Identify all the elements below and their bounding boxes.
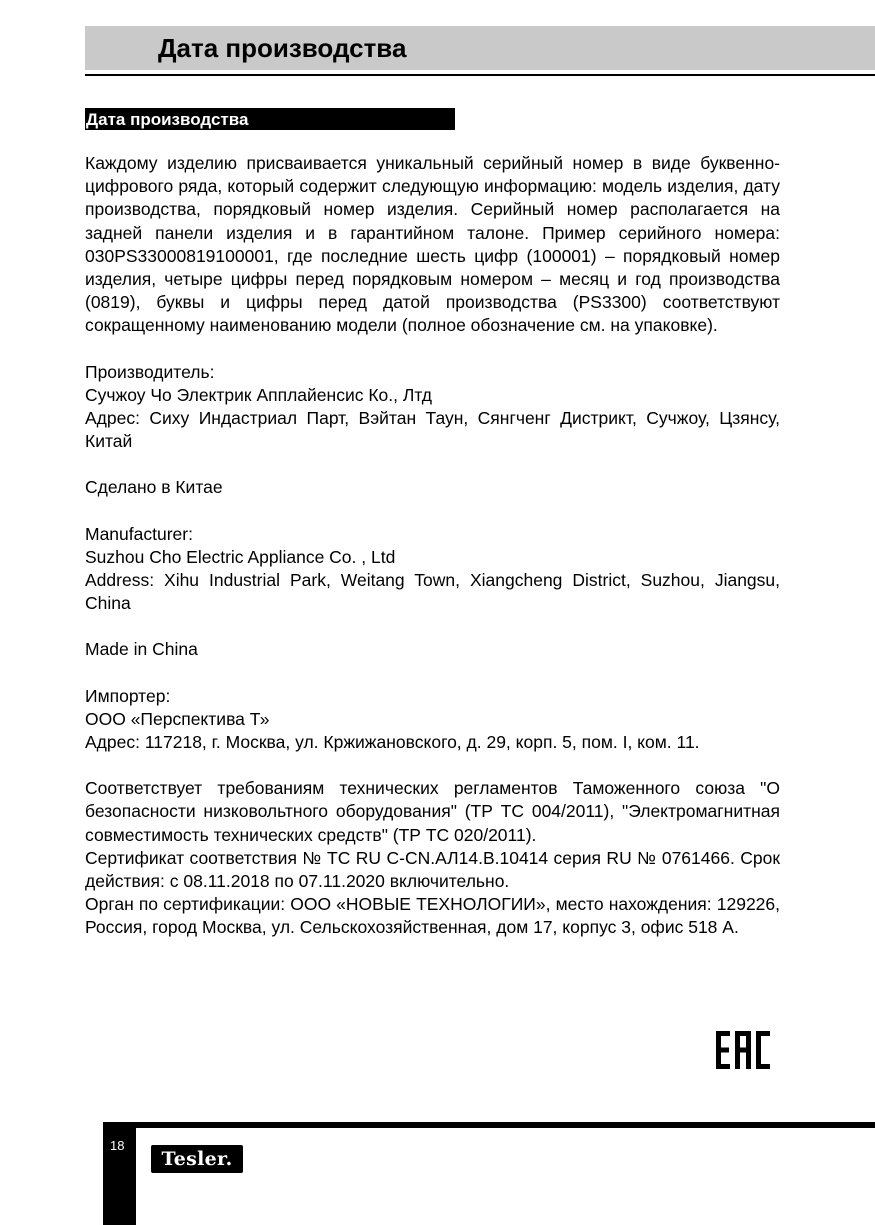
manufacturer-en-block xyxy=(85,523,780,616)
compliance-regulations: Соответствует требованиям технических регламентов Таможенного союза "О безопасности низковольтного оборудования" (ТР ТС 004/2011), "Электромагнитная совместимость технических средств" (ТР ТС 020/2011). xyxy=(85,778,780,845)
section-heading: Дата производства xyxy=(85,108,455,130)
compliance-block xyxy=(85,777,780,939)
document-body xyxy=(85,152,780,940)
made-in-ru: Сделано в Китае xyxy=(85,477,223,498)
manufacturer-ru-address: Адрес: Сиху Индастриал Парт, Вэйтан Таун, Сянгченг Дистрикт, Сучжоу, Цзянсу, Китай xyxy=(85,408,780,452)
brand-logo xyxy=(151,1145,243,1173)
manufacturer-ru-block xyxy=(85,361,780,454)
importer-block xyxy=(85,685,780,755)
manufacturer-en-address: Address: Xihu Industrial Park, Weitang Town, Xiangcheng District, Suzhou, Jiangsu, China xyxy=(85,570,780,614)
brand-logo-text: Tesler. xyxy=(161,1148,233,1170)
footer-divider xyxy=(103,1122,875,1128)
page-number: 18 xyxy=(110,1138,125,1153)
page-title: Дата производства xyxy=(158,33,407,63)
manufacturer-en-name: Suzhou Cho Electric Appliance Co. , Ltd xyxy=(85,546,396,567)
importer-address: Адрес: 117218, г. Москва, ул. Кржижановского, д. 29, корп. 5, пом. I, ком. 11. xyxy=(85,732,700,753)
importer-name: ООО «Перспектива Т» xyxy=(85,708,270,729)
manufacturer-ru-name: Сучжоу Чо Электрик Апплайенсис Ко., Лтд xyxy=(85,384,432,405)
compliance-certificate: Сертификат соответствия № ТС RU C-CN.АЛ14.В.10414 серия RU № 0761466. Срок действия: с 08.11.2018 по 07.11.2020 включительно. xyxy=(85,847,780,892)
serial-number-paragraph: Каждому изделию присваивается уникальный серийный номер в виде буквенно-цифрового ряда, который содержит следующую информацию: модель изделия, дату производства, порядковый номер изделия. Серийный номер располагается на задней панели изделия и в гарантийном талоне. Пример серийного номера: 030PS33000819100001, где последние шесть цифр (100001) – порядковый номер изделия, четыре цифры перед порядковым номером – месяц и год производства (0819), буквы и цифры перед датой производства (PS3300) соответствуют сокращенному наименованию модели (полное обозначение см. на упаковке). xyxy=(85,153,780,336)
made-in-en: Made in China xyxy=(85,639,198,660)
importer-label: Импортер: xyxy=(85,685,171,706)
certification-body: Орган по сертификации: ООО «НОВЫЕ ТЕХНОЛОГИИ», место нахождения: 129226, Россия, город Москва, ул. Сельскохозяйственная, дом 17, корпус 3, офис 518 А. xyxy=(85,894,780,938)
manufacturer-en-label: Manufacturer: xyxy=(85,523,193,544)
manufacturer-ru-label: Производитель: xyxy=(85,361,215,382)
title-divider xyxy=(85,74,875,76)
eac-mark-icon xyxy=(716,1031,770,1069)
